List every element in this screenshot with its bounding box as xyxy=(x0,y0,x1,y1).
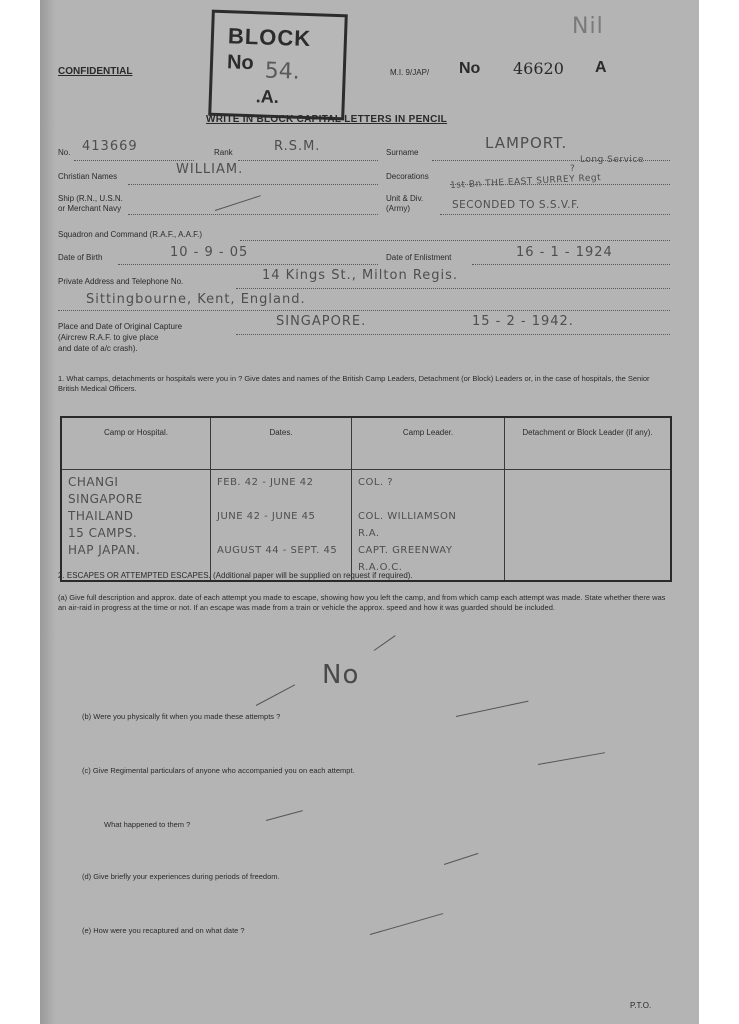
field-unit-label-2: (Army) xyxy=(386,204,410,213)
question-2e: (e) How were you recaptured and on what date ? xyxy=(82,926,245,935)
field-capture-label-3: and date of a/c crash). xyxy=(58,344,138,353)
field-dob-label: Date of Birth xyxy=(58,253,103,262)
table-cell-detachment xyxy=(505,470,672,582)
field-address-label: Private Address and Telephone No. xyxy=(58,277,184,286)
field-unit-label-1: Unit & Div. xyxy=(386,194,424,203)
question-2c: (c) Give Regimental particulars of anyone who accompanied you on each attempt. xyxy=(82,766,355,775)
form-number-label: No xyxy=(459,60,481,77)
question-2-title: 2. ESCAPES OR ATTEMPTED ESCAPES. (Additional paper will be supplied on request if required). xyxy=(58,571,413,580)
question-2d: (d) Give briefly your experiences during periods of freedom. xyxy=(82,872,280,881)
field-surname-label: Surname xyxy=(386,148,419,157)
field-address-line-1: 14 Kings St., Milton Regis. xyxy=(262,268,459,283)
stamp-line-3: .A. xyxy=(255,86,280,108)
field-no-label: No. xyxy=(58,148,71,157)
field-unit-value-1: 1st Bn THE EAST SURREY Regt xyxy=(449,173,602,191)
table-header-leader: Camp Leader. xyxy=(352,417,505,470)
field-unit-value-2: SECONDED TO S.S.V.F. xyxy=(452,199,580,211)
field-ship-label-2: or Merchant Navy xyxy=(58,204,122,213)
field-squadron-label: Squadron and Command (R.A.F., A.A.F.) xyxy=(58,230,203,239)
field-address-line-2: Sittingbourne, Kent, England. xyxy=(86,292,306,307)
field-capture-label-2: (Aircrew R.A.F. to give place xyxy=(58,333,159,342)
question-2b: (b) Were you physically fit when you made these attempts ? xyxy=(82,712,281,721)
ship-dash-mark xyxy=(215,195,261,211)
table-cell-leaders: COL. ? COL. WILLIAMSON R.A. CAPT. GREENWAY R.A.O.C. xyxy=(352,470,505,582)
stamp-line-2: No xyxy=(226,51,255,75)
table-cell-camps: CHANGI SINGAPORE THAILAND 15 CAMPS. HAP JAPAN. xyxy=(61,470,211,582)
answer-stroke-d xyxy=(444,853,479,865)
field-decorations-label: Decorations xyxy=(386,172,429,181)
field-rank-label: Rank xyxy=(214,148,233,157)
question-2a: (a) Give full description and approx. date of each attempt you made to escape, showing how you left the camp, and from which camp each attempt was made. State whether there was an air-raid in progress at the time or not. If an escape was made from a train or vehicle the approx. speed and how it was guarded should be included. xyxy=(58,593,666,612)
table-cell-dates: FEB. 42 - JUNE 42 JUNE 42 - JUNE 45 AUGUST 44 - SEPT. 45 xyxy=(211,470,352,582)
field-no-value: 413669 xyxy=(82,139,138,154)
field-christian-label: Christian Names xyxy=(58,172,118,181)
stamp-line-1: BLOCK xyxy=(227,23,312,52)
form-reference: M.I. 9/JAP/ xyxy=(390,68,430,77)
answer-stroke-c xyxy=(538,752,605,765)
field-decorations-mark: ? xyxy=(570,164,576,174)
table-header-camp: Camp or Hospital. xyxy=(61,417,211,470)
field-capture-place: SINGAPORE. xyxy=(276,314,367,329)
form-series: A xyxy=(595,59,607,76)
field-enlistment-label: Date of Enlistment xyxy=(386,253,452,262)
field-ship-label-1: Ship (R.N., U.S.N. xyxy=(58,194,123,203)
question-2a-answer: No xyxy=(322,660,360,690)
block-stamp xyxy=(208,10,348,121)
field-enlistment-value: 16 - 1 - 1924 xyxy=(516,245,613,260)
table-header-dates: Dates. xyxy=(211,417,352,470)
field-dob-value: 10 - 9 - 05 xyxy=(170,245,249,260)
form-page xyxy=(40,0,699,1024)
field-decorations-value: Long Service xyxy=(580,155,644,165)
question-2c-followup: What happened to them ? xyxy=(104,820,191,829)
field-surname-value: LAMPORT. xyxy=(485,134,568,152)
instruction-heading: WRITE IN BLOCK CAPITAL LETTERS IN PENCIL xyxy=(206,114,448,125)
field-capture-date: 15 - 2 - 1942. xyxy=(472,314,574,329)
table-header-detachment: Detachment or Block Leader (if any). xyxy=(505,417,672,470)
stamp-block-number: 54. xyxy=(264,58,301,85)
answer-stroke-1 xyxy=(256,684,295,706)
camps-table xyxy=(60,416,672,582)
field-rank-value: R.S.M. xyxy=(274,139,321,154)
confidential-label: CONFIDENTIAL xyxy=(58,66,133,77)
form-number: 46620 xyxy=(513,59,564,78)
corner-note: Nil xyxy=(572,14,604,39)
field-christian-value: WILLIAM. xyxy=(176,162,244,177)
field-capture-label-1: Place and Date of Original Capture xyxy=(58,322,183,331)
question-1: 1. What camps, detachments or hospitals were you in ? Give dates and names of the British Camp Leaders, Detachment (or Block) Leaders or, in the case of hospitals, the Senior British Medical Officers. xyxy=(58,374,650,393)
page-turn-note: P.T.O. xyxy=(630,1001,652,1010)
answer-stroke-2 xyxy=(374,635,396,651)
